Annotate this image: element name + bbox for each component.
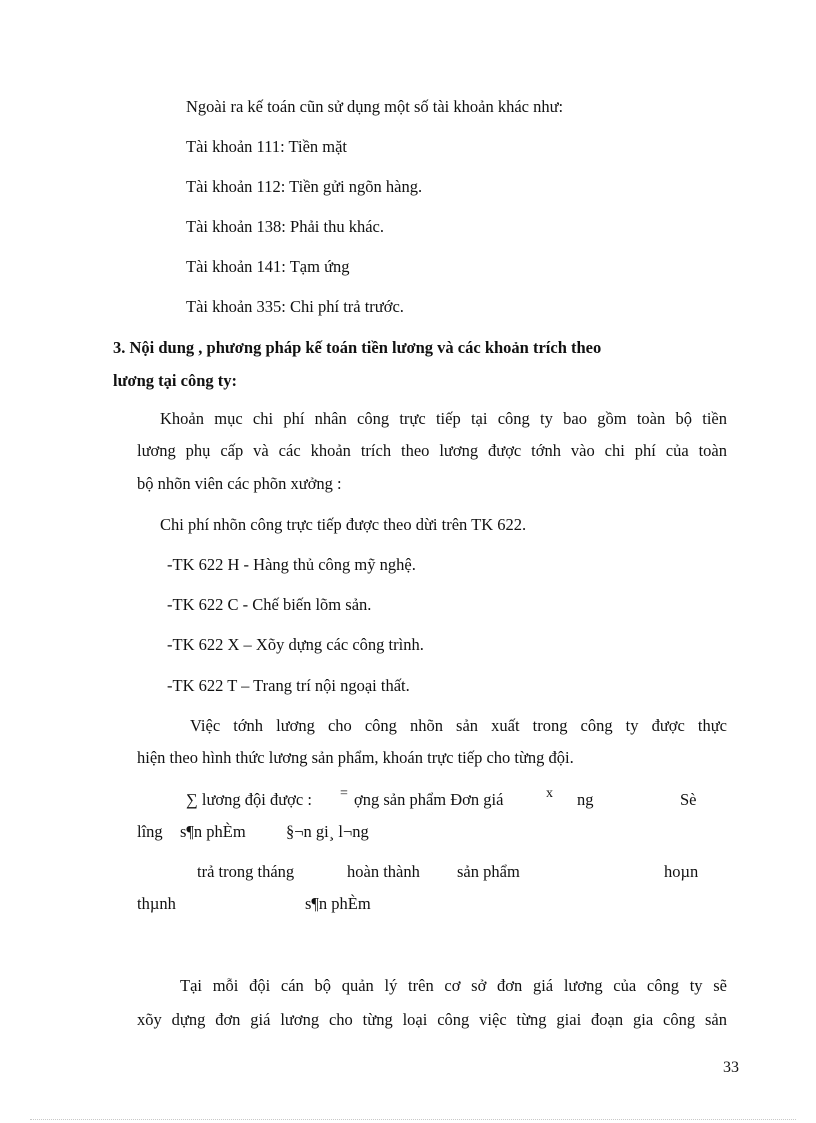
page-border <box>30 1119 796 1120</box>
formula-se: Sè <box>680 790 697 809</box>
formula-after: ng <box>577 790 594 809</box>
formula-row2-b: s¶n phÈm <box>180 822 246 841</box>
formula-left: ∑ lương đội được : <box>186 790 312 809</box>
tk622-x: -TK 622 X – Xõy dựng các công trình. <box>167 635 424 654</box>
formula-equals: = <box>340 786 348 801</box>
account-111: Tài khoản 111: Tiền mặt <box>186 137 348 156</box>
formula-row3-b: hoàn thành <box>347 862 420 881</box>
formula-row4-a: thµnh <box>137 894 176 913</box>
formula-row2-c: §¬n gi¸ l¬ng <box>286 822 369 841</box>
page-number: 33 <box>723 1059 739 1076</box>
paragraph-1-line-1: Khoản mục chi phí nhân công trực tiếp tại công ty bao gồm toàn bộ tiền <box>160 409 727 428</box>
account-138: Tài khoản 138: Phải thu khác. <box>186 217 384 236</box>
paragraph-1-line-3: bộ nhõn viên các phõn xưởng : <box>137 474 342 493</box>
paragraph-3-line-1: Việc tớnh lương cho công nhõn sản xuất trong công ty được thực <box>190 716 727 735</box>
section-heading-line-1: 3. Nội dung , phương pháp kế toán tiền lương và các khoản trích theo <box>113 338 602 357</box>
account-112: Tài khoản 112: Tiền gửi ngõn hàng. <box>186 177 423 196</box>
tk622-h: -TK 622 H - Hàng thủ công mỹ nghệ. <box>167 555 416 574</box>
paragraph-4-line-2: xõy dựng đơn giá lương cho từng loại công việc từng giai đoạn gia công sản <box>137 1010 727 1029</box>
paragraph-2: Chi phí nhõn công trực tiếp được theo dừi trên TK 622. <box>160 515 527 534</box>
formula-row3-c: sản phẩm <box>457 862 520 881</box>
section-heading-line-2: lương tại công ty: <box>113 371 237 390</box>
formula-row3-a: trả trong tháng <box>197 862 295 881</box>
formula-middle: ợng sản phẩm Đơn giá <box>354 790 504 809</box>
formula-row3-d: hoµn <box>664 862 699 881</box>
account-335: Tài khoản 335: Chi phí trả trước. <box>186 297 404 316</box>
paragraph-1-line-2: lương phụ cấp và các khoản trích theo lương được tớnh vào chi phí của toàn <box>137 441 727 460</box>
paragraph-4-line-1: Tại mỗi đội cán bộ quản lý trên cơ sở đơn giá lương của công ty sẽ <box>180 976 727 995</box>
formula-times: x <box>546 786 553 801</box>
formula-row2-a: lîng <box>137 822 163 841</box>
tk622-c: -TK 622 C - Chế biến lõm sản. <box>167 595 372 614</box>
formula-row4-b: s¶n phÈm <box>305 894 371 913</box>
account-141: Tài khoản 141: Tạm ứng <box>186 257 350 276</box>
paragraph-3-line-2: hiện theo hình thức lương sản phẩm, khoán trực tiếp cho từng đội. <box>137 748 574 767</box>
tk622-t: -TK 622 T – Trang trí nội ngoại thất. <box>167 676 410 695</box>
intro-line: Ngoài ra kế toán cũn sử dụng một số tài khoản khác như: <box>186 97 564 116</box>
